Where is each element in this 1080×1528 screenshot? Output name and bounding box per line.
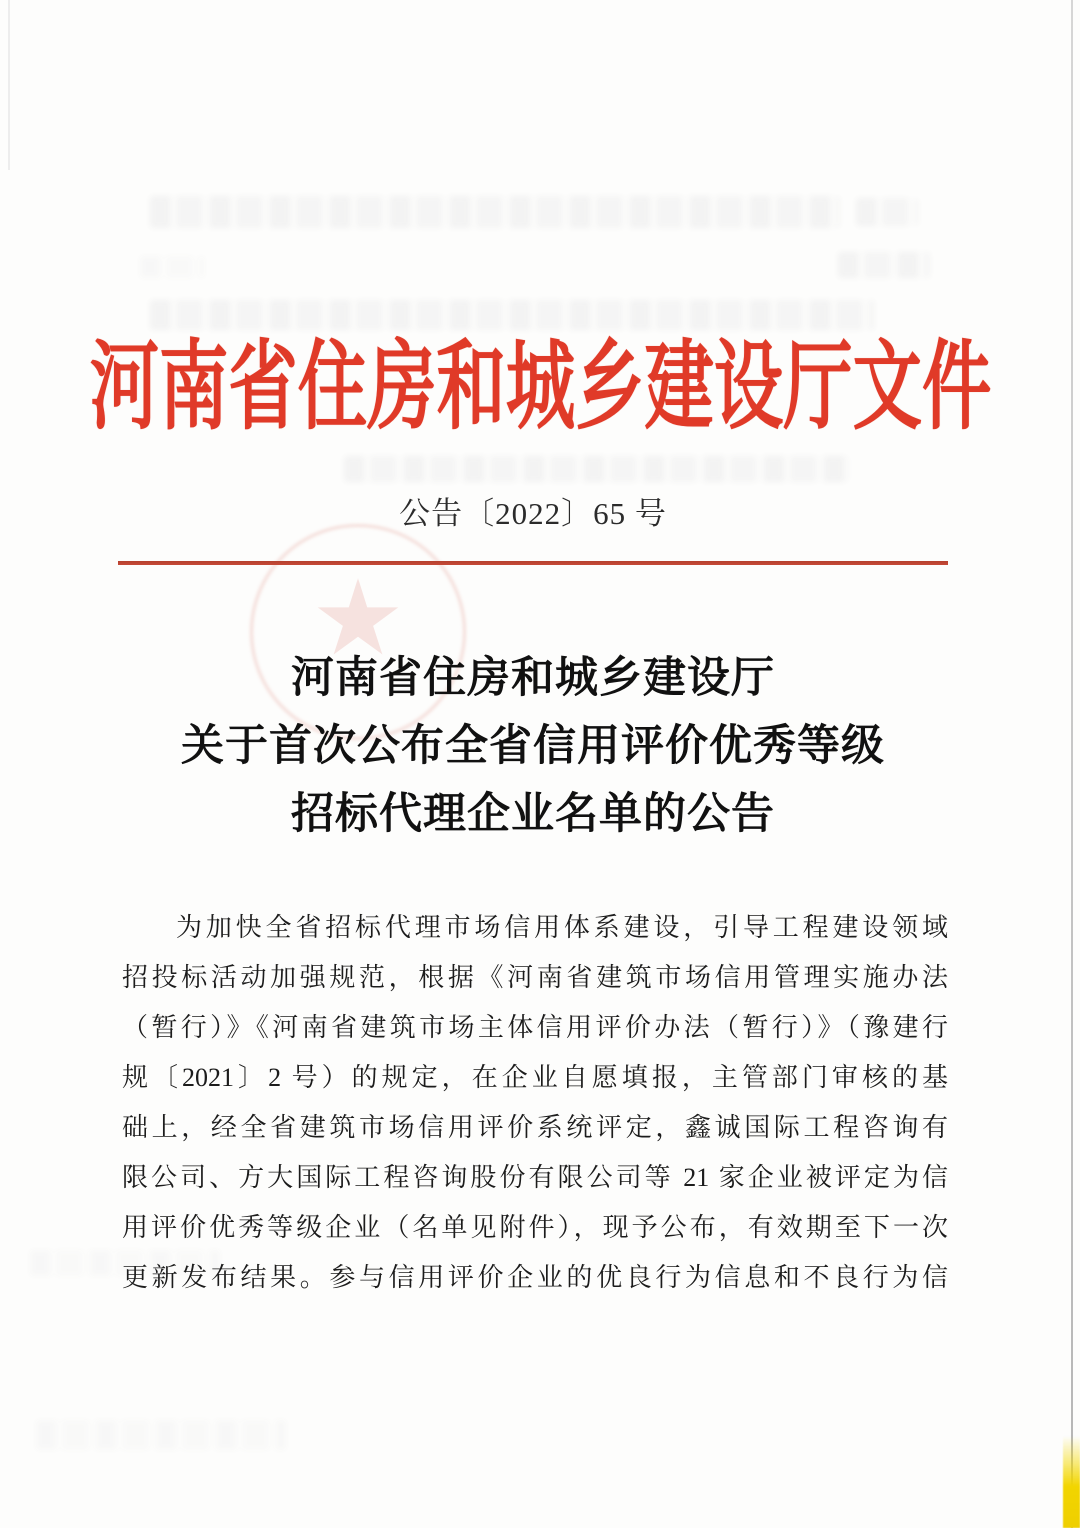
bleedthrough-text-ghost-4 bbox=[838, 252, 930, 278]
letterhead-title: 河南省住房和城乡建设厅文件 bbox=[89, 334, 991, 441]
document-title-line-2: 关于首次公布全省信用评价优秀等级 bbox=[181, 723, 885, 770]
red-separator-rule bbox=[118, 561, 948, 565]
bleedthrough-text-ghost-1 bbox=[150, 196, 840, 228]
scan-left-edge-line bbox=[8, 0, 10, 170]
document-title bbox=[0, 645, 1066, 849]
letterhead-banner bbox=[0, 322, 1080, 441]
body-text-line-8: 更新发布结果。参与信用评价企业的优良行为信息和不良行为信 bbox=[122, 1263, 948, 1292]
yellow-highlight-scan-artifact bbox=[1063, 1436, 1080, 1528]
body-text-line-6: 限公司、方大国际工程咨询股份有限公司等 21 家企业被评定为信 bbox=[122, 1163, 948, 1192]
body-text-line-1: 为加快全省招标代理市场信用体系建设，引导工程建设领域 bbox=[176, 913, 948, 942]
bleedthrough-text-ghost-6 bbox=[344, 456, 850, 482]
document-body bbox=[122, 903, 948, 1303]
bleedthrough-text-ghost-3 bbox=[140, 256, 204, 278]
document-title-line-3: 招标代理企业名单的公告 bbox=[291, 791, 775, 838]
body-text-line-3: （暂行）》《河南省建筑市场主体信用评价办法（暂行）》（豫建行 bbox=[122, 1013, 948, 1042]
body-text-line-4: 规〔2021〕2 号）的规定，在企业自愿填报，主管部门审核的基 bbox=[122, 1063, 948, 1092]
document-number: 公告〔2022〕65 号 bbox=[399, 496, 667, 531]
bleedthrough-text-ghost-8 bbox=[36, 1420, 286, 1450]
body-text-line-5: 础上，经全省建筑市场信用评价系统评定，鑫诚国际工程咨询有 bbox=[122, 1113, 948, 1142]
body-text-line-7: 用评价优秀等级企业（名单见附件），现予公布，有效期至下一次 bbox=[122, 1213, 948, 1242]
body-text-line-2: 招投标活动加强规范，根据《河南省建筑市场信用管理实施办法 bbox=[122, 963, 948, 992]
scan-right-edge-line bbox=[1071, 0, 1073, 1528]
document-title-line-1: 河南省住房和城乡建设厅 bbox=[291, 655, 775, 702]
bleedthrough-text-ghost-2 bbox=[856, 198, 918, 226]
